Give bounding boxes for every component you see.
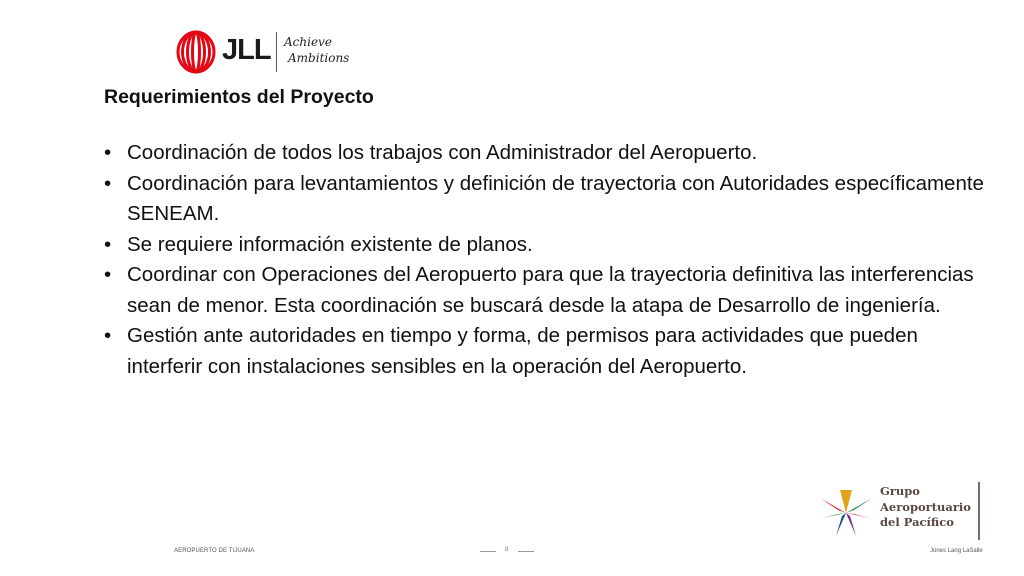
partner-logo <box>818 482 984 542</box>
bullet-text: Coordinación para levantamientos y definición de trayectoria con Autoridades específicamente SENEAM. <box>127 171 984 225</box>
partner-divider <box>978 482 980 540</box>
footer-company: Jones Lang LaSalle <box>930 548 983 554</box>
jll-wordmark: JLL <box>222 34 271 66</box>
brand-tagline <box>284 34 349 66</box>
footer-rule-right <box>518 551 534 552</box>
partner-name-line-2: Aeroportuario <box>880 499 971 514</box>
bullet-dot-icon: • <box>104 141 112 164</box>
bullet-item <box>104 138 984 169</box>
jll-logo <box>176 30 356 74</box>
bullet-dot-icon: • <box>104 324 112 347</box>
footer-rule-left <box>480 551 496 552</box>
bullet-text: Coordinar con Operaciones del Aeropuerto para que la trayectoria definitiva las interferencias sean de menor. Esta coordinación se buscará desde la atapa de Desarrollo de ingeniería. <box>127 263 974 317</box>
partner-name-line-3: del Pacífico <box>880 515 954 529</box>
bullet-dot-icon: • <box>104 171 112 195</box>
tagline-line-2: Ambitions <box>288 51 350 65</box>
jll-logo-mark <box>176 30 216 74</box>
bullet-text: Gestión ante autoridades en tiempo y forma, de permisos para actividades que pueden interferir con instalaciones sensibles en la operación del Aeropuerto. <box>127 324 918 378</box>
bullet-list <box>104 138 984 382</box>
star-icon <box>818 488 874 538</box>
bullet-item <box>104 321 984 382</box>
bullet-item <box>104 169 984 230</box>
bullet-item <box>104 260 984 321</box>
footer-page-indicator <box>480 546 536 556</box>
bullet-text: Coordinación de todos los trabajos con Administrador del Aeropuerto. <box>127 141 758 164</box>
bullet-dot-icon: • <box>104 263 112 286</box>
bullet-text: Se requiere información existente de planos. <box>127 232 533 256</box>
logo-divider <box>276 32 277 72</box>
footer-project-name: AEROPUERTO DE TIJUANA <box>174 548 255 554</box>
slide-title: Requerimientos del Proyecto <box>104 86 374 108</box>
bullet-dot-icon: • <box>104 232 112 256</box>
partner-name <box>880 484 971 531</box>
page-number: 8 <box>505 547 509 553</box>
partner-name-line-1: Grupo <box>880 484 920 498</box>
tagline-line-1: Achieve <box>284 35 332 49</box>
bullet-item <box>104 230 984 261</box>
